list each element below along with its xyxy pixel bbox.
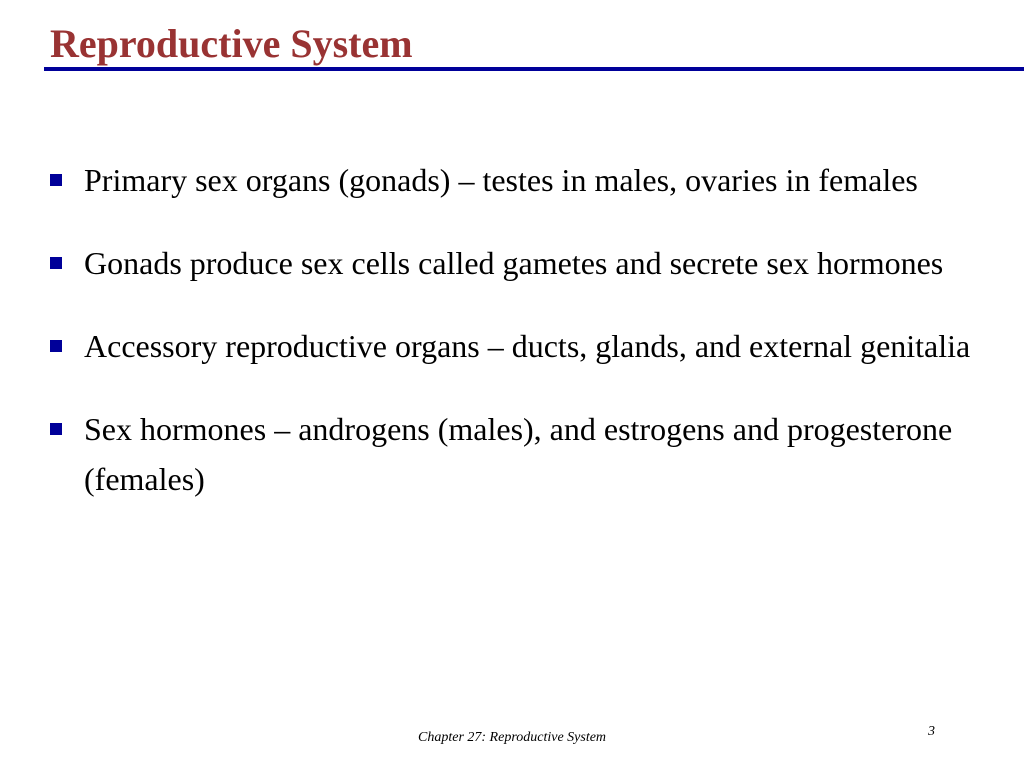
- bullet-list: [48, 155, 998, 537]
- square-bullet-icon: [50, 257, 62, 269]
- square-bullet-icon: [50, 423, 62, 435]
- slide-title: Reproductive System: [50, 21, 413, 66]
- square-bullet-icon: [50, 340, 62, 352]
- bullet-item: [48, 404, 998, 504]
- square-bullet-icon: [50, 174, 62, 186]
- bullet-item: [48, 155, 998, 205]
- page-number: 3: [928, 724, 935, 739]
- bullet-text: Accessory reproductive organs – ducts, glands, and external genitalia: [84, 328, 971, 364]
- title-underline: [44, 67, 1024, 71]
- bullet-text: Sex hormones – androgens (males), and estrogens and progesterone (females): [84, 411, 953, 497]
- bullet-text: Gonads produce sex cells called gametes and secrete sex hormones: [84, 245, 944, 281]
- bullet-text: Primary sex organs (gonads) – testes in males, ovaries in females: [84, 162, 918, 198]
- bullet-item: [48, 238, 998, 288]
- bullet-item: [48, 321, 998, 371]
- footer-chapter-label: Chapter 27: Reproductive System: [418, 730, 607, 745]
